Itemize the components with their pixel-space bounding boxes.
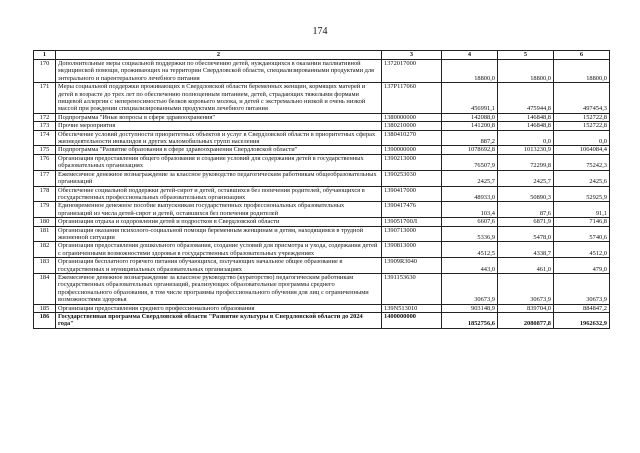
table-row (34, 242, 610, 258)
value-2023: 5478,0 (498, 226, 554, 242)
value-2024: 2425,6 (554, 170, 610, 186)
row-number: 184 (34, 273, 56, 304)
row-description: Меры социальной поддержки проживающих в Свердловской области беременных женщин, кормящих матерей и детей в возрасте до трех лет по обеспечению полноценным питанием, детей, страдающих тяжелыми формами пищевой аллергии с непереносимостью белков коровьего молока, и детей с экстремально низкой и очень низкой массой при рождении специализированными продуктами лечебного питания (56, 83, 382, 114)
row-number: 179 (34, 202, 56, 218)
value-2024: 152722,8 (554, 122, 610, 130)
table-row (34, 218, 610, 226)
row-code: 1380000000 (382, 113, 442, 121)
value-2024: 1962632,9 (554, 313, 610, 329)
row-code: 1390813000 (382, 242, 442, 258)
value-2022: 4512,5 (442, 242, 498, 258)
value-2023: 2080877,8 (498, 313, 554, 329)
row-number: 174 (34, 130, 56, 146)
table-row (34, 154, 610, 170)
table-row (34, 186, 610, 202)
value-2023: 6871,9 (498, 218, 554, 226)
row-description: Подпрограмма "Иные вопросы в сфере здравоохранения" (56, 113, 382, 121)
value-2023: 839704,0 (498, 304, 554, 312)
row-number: 175 (34, 146, 56, 154)
table-row (34, 304, 610, 312)
column-header: 6 (554, 51, 610, 60)
page-number: 174 (312, 26, 328, 37)
value-2022: 142088,0 (442, 113, 498, 121)
value-2023: 87,6 (498, 202, 554, 218)
value-2024: 91,1 (554, 202, 610, 218)
column-header: 1 (34, 51, 56, 60)
row-number: 172 (34, 113, 56, 121)
value-2022: 1078692,8 (442, 146, 498, 154)
row-number: 176 (34, 154, 56, 170)
value-2022: 30673,9 (442, 273, 498, 304)
row-number: 171 (34, 83, 56, 114)
row-description: Подпрограмма "Развитие образования в сфере здравоохранения Свердловской области" (56, 146, 382, 154)
row-description: Организация предоставления дошкольного образования, создание условий для присмотра и ухода, содержания детей с ограниченными возможностями здоровья в государственных образовательных учреждениях (56, 242, 382, 258)
row-description: Организация предоставления общего образования и создание условий для содержания детей в государственных образовательных организациях (56, 154, 382, 170)
row-code: 1380210000 (382, 122, 442, 130)
column-header: 4 (442, 51, 498, 60)
row-description: Обеспечение условий доступности приоритетных объектов и услуг в Свердловской области в приоритетных сферах жизнедеятельности инвалидов и других маломобильных групп населения (56, 130, 382, 146)
value-2024: 0,0 (554, 130, 610, 146)
table-row (34, 313, 610, 329)
row-code: 1390213000 (382, 154, 442, 170)
row-number: 181 (34, 226, 56, 242)
value-2023: 30673,9 (498, 273, 554, 304)
value-2022: 5336,9 (442, 226, 498, 242)
value-2022: 443,0 (442, 258, 498, 274)
row-code: 1390000000 (382, 146, 442, 154)
value-2023: 4338,7 (498, 242, 554, 258)
row-number: 183 (34, 258, 56, 274)
value-2024: 7146,8 (554, 218, 610, 226)
row-code: 139051700Л (382, 218, 442, 226)
row-description: Организация бесплатного горячего питания обучающихся, получающих начальное общее образование в государственных и муниципальных образовательных организациях (56, 258, 382, 274)
row-code: 1380410270 (382, 130, 442, 146)
row-code: 1372017000 (382, 60, 442, 83)
row-number: 185 (34, 304, 56, 312)
value-2022: 887,2 (442, 130, 498, 146)
value-2023: 72299,8 (498, 154, 554, 170)
row-code: 139N513010 (382, 304, 442, 312)
column-header: 5 (498, 51, 554, 60)
table-row (34, 122, 610, 130)
row-description: Обеспечение социальной поддержки детей-сирот и детей, оставшихся без попечения родителей, обучающихся в государственных профессиональных образовательных организациях (56, 186, 382, 202)
table-row (34, 146, 610, 154)
row-number: 173 (34, 122, 56, 130)
row-number: 177 (34, 170, 56, 186)
row-number: 182 (34, 242, 56, 258)
value-2023: 0,0 (498, 130, 554, 146)
row-number: 186 (34, 313, 56, 329)
table-row (34, 83, 610, 114)
value-2024: 30673,9 (554, 273, 610, 304)
value-2024: 1064084,4 (554, 146, 610, 154)
column-header: 2 (56, 51, 382, 60)
value-2023: 2425,7 (498, 170, 554, 186)
row-number: 178 (34, 186, 56, 202)
value-2022: 456991,1 (442, 83, 498, 114)
value-2024: 4512,0 (554, 242, 610, 258)
table-row (34, 60, 610, 83)
value-2022: 18800,0 (442, 60, 498, 83)
value-2023: 146848,8 (498, 122, 554, 130)
table-row (34, 130, 610, 146)
column-header: 3 (382, 51, 442, 60)
table-row (34, 258, 610, 274)
row-number: 180 (34, 218, 56, 226)
value-2024: 75242,3 (554, 154, 610, 170)
row-code: 1390417476 (382, 202, 442, 218)
row-code: 1390417000 (382, 186, 442, 202)
value-2022: 1852756,6 (442, 313, 498, 329)
row-description: Единовременное денежное пособие выпускникам государственных профессиональных образовательных организаций из числа детей-сирот и детей, оставшихся без попечения родителей (56, 202, 382, 218)
value-2024: 18800,0 (554, 60, 610, 83)
value-2023: 475944,8 (498, 83, 554, 114)
table-row (34, 226, 610, 242)
row-code: 1390713000 (382, 226, 442, 242)
value-2022: 6607,6 (442, 218, 498, 226)
value-2023: 1013230,9 (498, 146, 554, 154)
row-description: Государственная программа Свердловской области "Развитие культуры в Свердловской области до 2024 года" (56, 313, 382, 329)
value-2023: 146848,8 (498, 113, 554, 121)
value-2024: 152722,8 (554, 113, 610, 121)
row-number: 170 (34, 60, 56, 83)
value-2024: 884847,2 (554, 304, 610, 312)
row-description: Организация отдыха и оздоровления детей и подростков в Свердловской области (56, 218, 382, 226)
value-2022: 141200,8 (442, 122, 498, 130)
value-2023: 50890,3 (498, 186, 554, 202)
value-2022: 903148,9 (442, 304, 498, 312)
row-description: Организация оказания психолого-социальной помощи беременным женщинам и детям, находящимся в трудной жизненной ситуации (56, 226, 382, 242)
row-description: Прочие мероприятия (56, 122, 382, 130)
row-code: 1390253030 (382, 170, 442, 186)
row-code: 137Р117060 (382, 83, 442, 114)
value-2022: 48933,0 (442, 186, 498, 202)
value-2024: 52925,9 (554, 186, 610, 202)
table-row (34, 113, 610, 121)
value-2024: 479,0 (554, 258, 610, 274)
row-code: 1391153630 (382, 273, 442, 304)
table-row (34, 273, 610, 304)
row-description: Ежемесячное денежное вознаграждение за классное руководство педагогическим работникам общеобразовательных организаций (56, 170, 382, 186)
value-2023: 461,0 (498, 258, 554, 274)
value-2024: 5740,6 (554, 226, 610, 242)
budget-table (33, 50, 610, 329)
row-code: 1400000000 (382, 313, 442, 329)
value-2023: 18800,0 (498, 60, 554, 83)
table-header-row (34, 51, 610, 60)
row-code: 13909R3040 (382, 258, 442, 274)
value-2022: 103,4 (442, 202, 498, 218)
row-description: Ежемесячное денежное вознаграждение за классное руководство (кураторство) педагогическим работникам государственных образовательных организаций, реализующих образовательные программы среднего профессионального образования, в том числе программы профессионального обучения для лиц с ограниченными возможностями здоровья (56, 273, 382, 304)
row-description: Дополнительные меры социальной поддержки по обеспечению детей, нуждающихся в оказании паллиативной медицинской помощи, проживающих на территории Свердловской области, специализированными продуктами для энтерального и парентерального лечебного питания (56, 60, 382, 83)
value-2022: 76507,9 (442, 154, 498, 170)
value-2022: 2425,7 (442, 170, 498, 186)
table-row (34, 202, 610, 218)
value-2024: 497454,3 (554, 83, 610, 114)
table-row (34, 170, 610, 186)
row-description: Организация предоставления среднего профессионального образования (56, 304, 382, 312)
